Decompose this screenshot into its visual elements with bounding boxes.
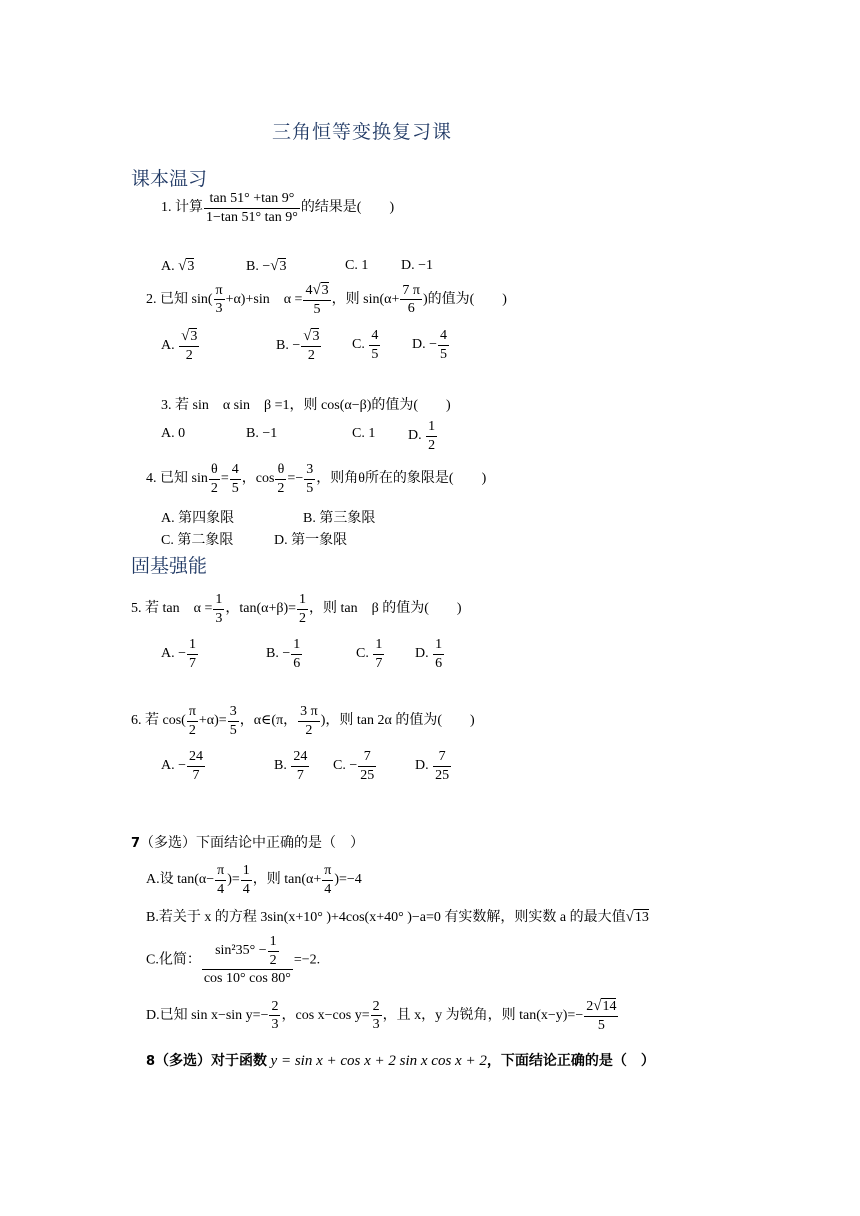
- q1-option-a: A. √3: [161, 258, 195, 274]
- q7-option-c: C.化简： sin²35° − $\frac{1}{2}$ cos 10° cos 80° =−2.: [146, 934, 321, 986]
- q6-option-c: C. − $\frac{7}{25}$: [333, 749, 375, 783]
- q4-option-a: A. 第四象限: [161, 511, 235, 526]
- q6-option-b: B. $\frac{24}{7}$: [274, 749, 308, 783]
- q6-option-a: A. − $\frac{24}{7}$: [161, 749, 204, 783]
- question-5: 5. 若 tan α = $\frac{1}{3}$ ，tan(α+β)= $\frac{1}{2}$ ，则 tan β 的值为( ): [131, 592, 462, 626]
- q1-numerator: tan 51° +tan 9°: [204, 190, 300, 209]
- q7-option-b: B.若关于 x 的方程 3sin(x+10° )+4cos(x+40° )−a=0 有实数解，则实数 a 的最大值√13: [146, 909, 649, 925]
- q3-option-c: C. 1: [352, 426, 376, 441]
- q1-stem-post: 的结果是( ): [300, 200, 395, 216]
- question-2: 2. 已知 sin( $\frac{\pi}{3}$ +α)+sin α = $\frac{4√3}{5}$ ，则 sin(α+ $\frac{7 \pi}{6}$ )的值为( ): [146, 282, 507, 317]
- question-3: 3. 若 sin α sin β =1，则 cos(α−β)的值为( ): [161, 398, 451, 413]
- q7-option-a: A.设 tan(α− $\frac{\pi}{4}$ )= $\frac{1}{4}$ ，则 tan(α+ $\frac{\pi}{4}$ )=−4: [146, 863, 362, 897]
- q1-option-b: B. −√3: [246, 258, 287, 274]
- question-8: 8（多选）对于函数 y = sin x + cos x + 2 sin x cos x + 2，下面结论正确的是（ ）: [146, 1053, 655, 1069]
- q4-option-d: D. 第一象限: [274, 533, 348, 548]
- q5-option-c: C. $\frac{1}{7}$: [356, 637, 383, 671]
- q2-option-c: C. $\frac{4}{5}$: [352, 328, 379, 362]
- q4-option-c: C. 第二象限: [161, 533, 234, 548]
- q1-fraction: [204, 190, 300, 226]
- question-1: [161, 190, 394, 226]
- section-heading-review: 课本温习: [131, 168, 208, 190]
- q8-formula: y = sin x + cos x + 2 sin x cos x + 2: [270, 1053, 487, 1069]
- question-6: 6. 若 cos( $\frac{\pi}{2}$ +α)= $\frac{3}{5}$ ，α∈(π， $\frac{3 \pi}{2}$ )，则 tan 2α 的值为( ): [131, 704, 475, 738]
- q1-option-d: D. −1: [401, 258, 434, 273]
- q4-option-b: B. 第三象限: [303, 511, 376, 526]
- q2-option-d: D. − $\frac{4}{5}$: [412, 328, 448, 362]
- q6-option-d: D. $\frac{7}{25}$: [415, 749, 450, 783]
- q1-denominator: 1−tan 51° tan 9°: [206, 209, 298, 225]
- q5-option-a: A. − $\frac{1}{7}$: [161, 637, 197, 671]
- q1-stem-pre: 1. 计算: [161, 200, 203, 216]
- q5-option-b: B. − $\frac{1}{6}$: [266, 637, 301, 671]
- section-heading-consolidate: 固基强能: [131, 555, 208, 577]
- q3-option-a: A. 0: [161, 426, 186, 441]
- q1-option-c: C. 1: [345, 258, 369, 273]
- question-4: 4. 已知 sin $\frac{\theta}{2}$ = $\frac{4}{5}$ ，cos $\frac{\theta}{2}$ =− $\frac{3}{5}$ ，则角θ所在的象限是( ): [146, 462, 487, 496]
- q2-option-a: A. $\frac{√3}{2}$: [161, 328, 198, 363]
- q7-option-d: D.已知 sin x−sin y=− $\frac{2}{3}$ ，cos x−cos y= $\frac{2}{3}$ ，且 x，y 为锐角，则 tan(x−y)=− $\frac{2√14}{5}$: [146, 998, 617, 1033]
- page-title: 三角恒等变换复习课: [272, 121, 453, 143]
- question-7: 7（多选）下面结论中正确的是（ ）: [131, 836, 365, 851]
- q5-option-d: D. $\frac{1}{6}$: [415, 637, 443, 671]
- q3-option-b: B. −1: [246, 426, 278, 441]
- q3-option-d: D. $\frac{1}{2}$: [408, 419, 436, 453]
- q2-option-b: B. − $\frac{√3}{2}$: [276, 328, 320, 363]
